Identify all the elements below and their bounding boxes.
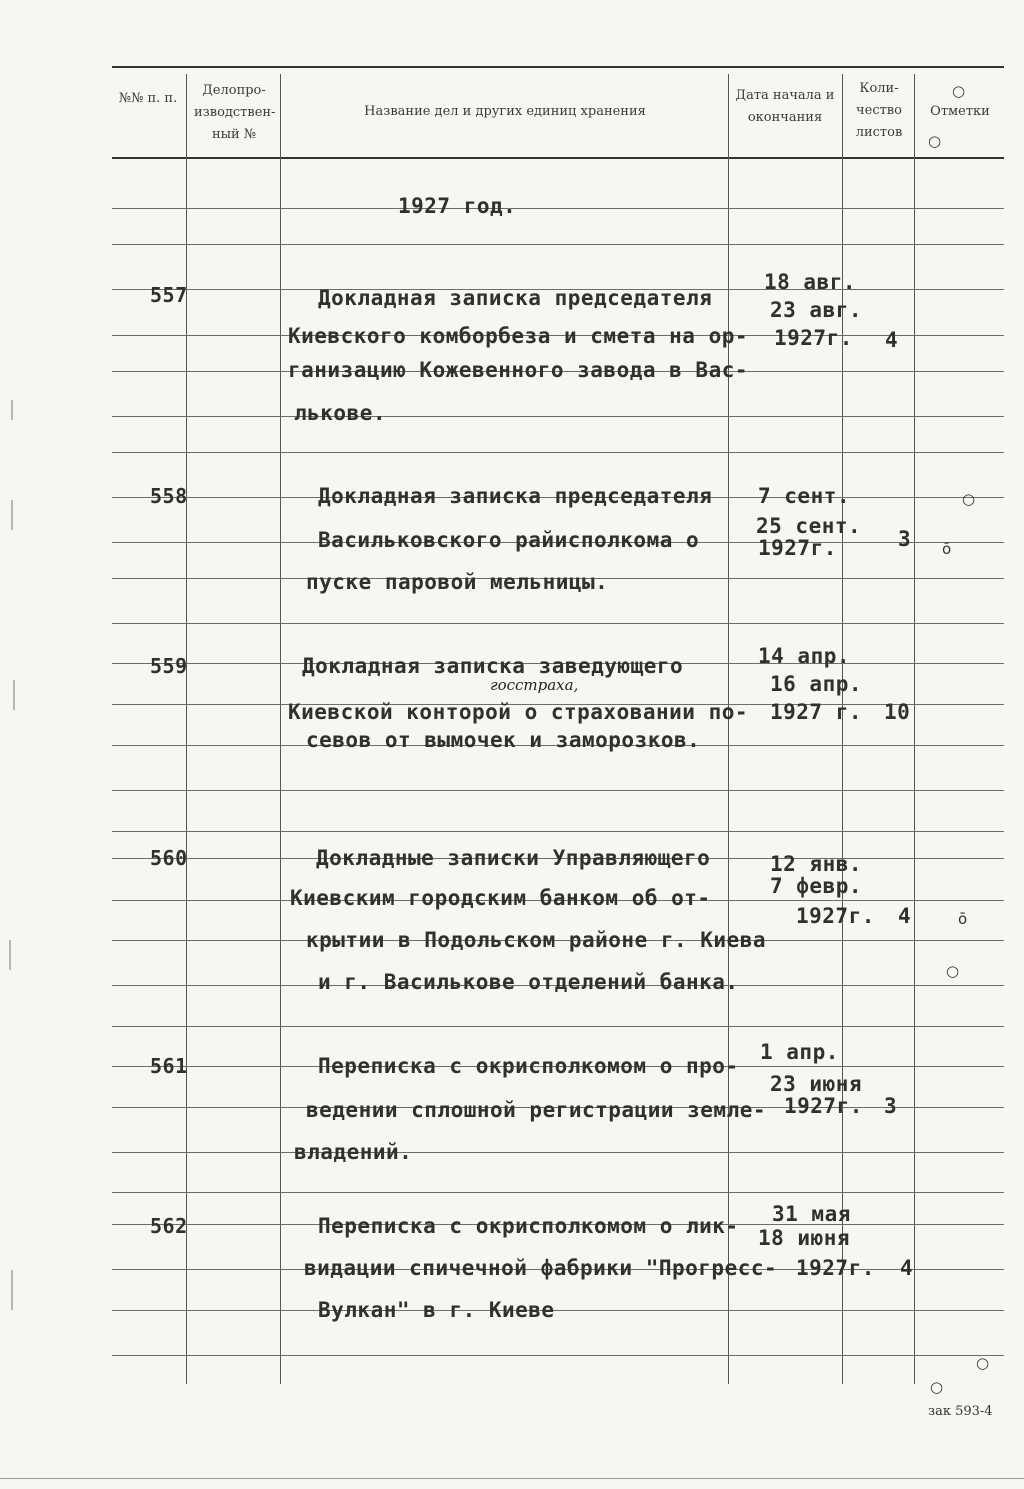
header-top-line: [112, 66, 1004, 68]
record-title-line-3: ганизацию Кожевенного завода в Вас-: [288, 358, 749, 382]
record-title-line-1: Переписка с окрисполкомом о про-: [318, 1054, 739, 1078]
record-title-line-2: Васильковского райисполкома о: [318, 528, 700, 552]
record-date-start: 7 сент.: [758, 484, 851, 508]
record-number: 558: [150, 484, 188, 508]
record-date-start: 31 мая: [772, 1202, 851, 1226]
record-sheets-count: 4: [898, 904, 912, 928]
circle-mark-bottom: ○: [976, 1354, 990, 1372]
header-bottom-line: [112, 157, 1004, 159]
record-number: 562: [150, 1214, 188, 1238]
header-col-title: Название дел и других единиц хранения: [364, 104, 646, 119]
circle-mark: ○: [962, 490, 976, 508]
record-date-end: 23 июня: [770, 1072, 863, 1096]
record-date-end: 25 сент.: [756, 514, 862, 538]
page-bottom-edge: [0, 1478, 1024, 1479]
record-date-start: 18 авг.: [764, 270, 857, 294]
record-date-end: 7 февр.: [770, 874, 863, 898]
col-divider-1: [186, 74, 187, 1384]
col-divider-5: [914, 74, 915, 1384]
record-title-line-3: владений.: [294, 1140, 413, 1164]
record-sheets-count: 10: [884, 700, 911, 724]
order-number: зак 593-4: [928, 1404, 993, 1419]
record-title-line-1: Докладные записки Управляющего: [316, 846, 711, 870]
record-date-year: 1927г.: [784, 1094, 863, 1118]
record-number: 559: [150, 654, 188, 678]
record-title-line-1: Переписка с окрисполкомом о лик-: [318, 1214, 739, 1238]
record-date-year: 1927г.: [758, 536, 837, 560]
record-title-line-1: Докладная записка председателя: [318, 286, 713, 310]
record-date-year: 1927г.: [796, 904, 875, 928]
record-date-year: 1927г.: [796, 1256, 875, 1280]
record-number: 560: [150, 846, 188, 870]
handwritten-insertion: госстраха,: [490, 676, 579, 694]
record-date-end: 16 апр.: [770, 672, 863, 696]
record-title-line-4: лькове.: [294, 401, 387, 425]
circle-mark-bottom-2: ○: [930, 1378, 944, 1396]
record-title-line-2: Киевской конторой о страховании по-: [288, 700, 749, 724]
circle-mark: ○: [946, 962, 960, 980]
record-title-line-3: Вулкан" в г. Киеве: [318, 1298, 555, 1322]
record-date-start: 12 янв.: [770, 852, 863, 876]
header-col-number: №№ п. п.: [118, 91, 178, 106]
record-title-line-2: ведении сплошной регистрации земле-: [306, 1098, 767, 1122]
record-title-line-2: видации спичечной фабрики "Прогресс-: [304, 1256, 778, 1280]
col-divider-3: [728, 74, 729, 1384]
header-col-sheets: Коли- чество листов: [855, 81, 903, 140]
record-date-year: 1927г.: [774, 326, 853, 350]
record-title-line-2: Киевским городским банком об от-: [290, 886, 711, 910]
section-year-heading: 1927 год.: [398, 194, 517, 218]
header-col-dates: Дата начала и окончания: [735, 88, 835, 125]
record-title-line-3: севов от вымочек и заморозков.: [306, 728, 701, 752]
record-title-line-4: и г. Василькове отделений банка.: [318, 970, 739, 994]
record-title-line-3: крытии в Подольском районе г. Киева: [306, 928, 767, 952]
record-number: 561: [150, 1054, 188, 1078]
record-sheets-count: 3: [884, 1094, 898, 1118]
header-col-notes: Отметки: [930, 104, 990, 119]
binding-holes-decoration: [0, 380, 40, 1380]
record-title-line-1: Докладная записка председателя: [318, 484, 713, 508]
record-date-start: 14 апр.: [758, 644, 851, 668]
record-sheets-count: 3: [898, 527, 912, 551]
record-date-start: 1 апр.: [760, 1040, 839, 1064]
record-title-line-3: пуске паровой мельницы.: [306, 570, 609, 594]
circle-mark: ō: [958, 910, 968, 928]
header-col-office-number: Делопро- изводствен- ный №: [194, 83, 276, 142]
circle-mark-header: ○: [952, 82, 966, 100]
col-divider-2: [280, 74, 281, 1384]
record-sheets-count: 4: [885, 328, 899, 352]
record-date-year: 1927 г.: [770, 700, 863, 724]
record-number: 557: [150, 283, 188, 307]
record-date-end: 18 июня: [758, 1226, 851, 1250]
record-title-line-2: Киевского комборбеза и смета на ор-: [288, 324, 749, 348]
circle-mark-header-2: ○: [928, 132, 942, 150]
record-title-line-1: Докладная записка заведующего: [302, 654, 684, 678]
record-sheets-count: 4: [900, 1256, 914, 1280]
record-date-end: 23 авг.: [770, 298, 863, 322]
circle-mark: ō: [942, 540, 952, 558]
